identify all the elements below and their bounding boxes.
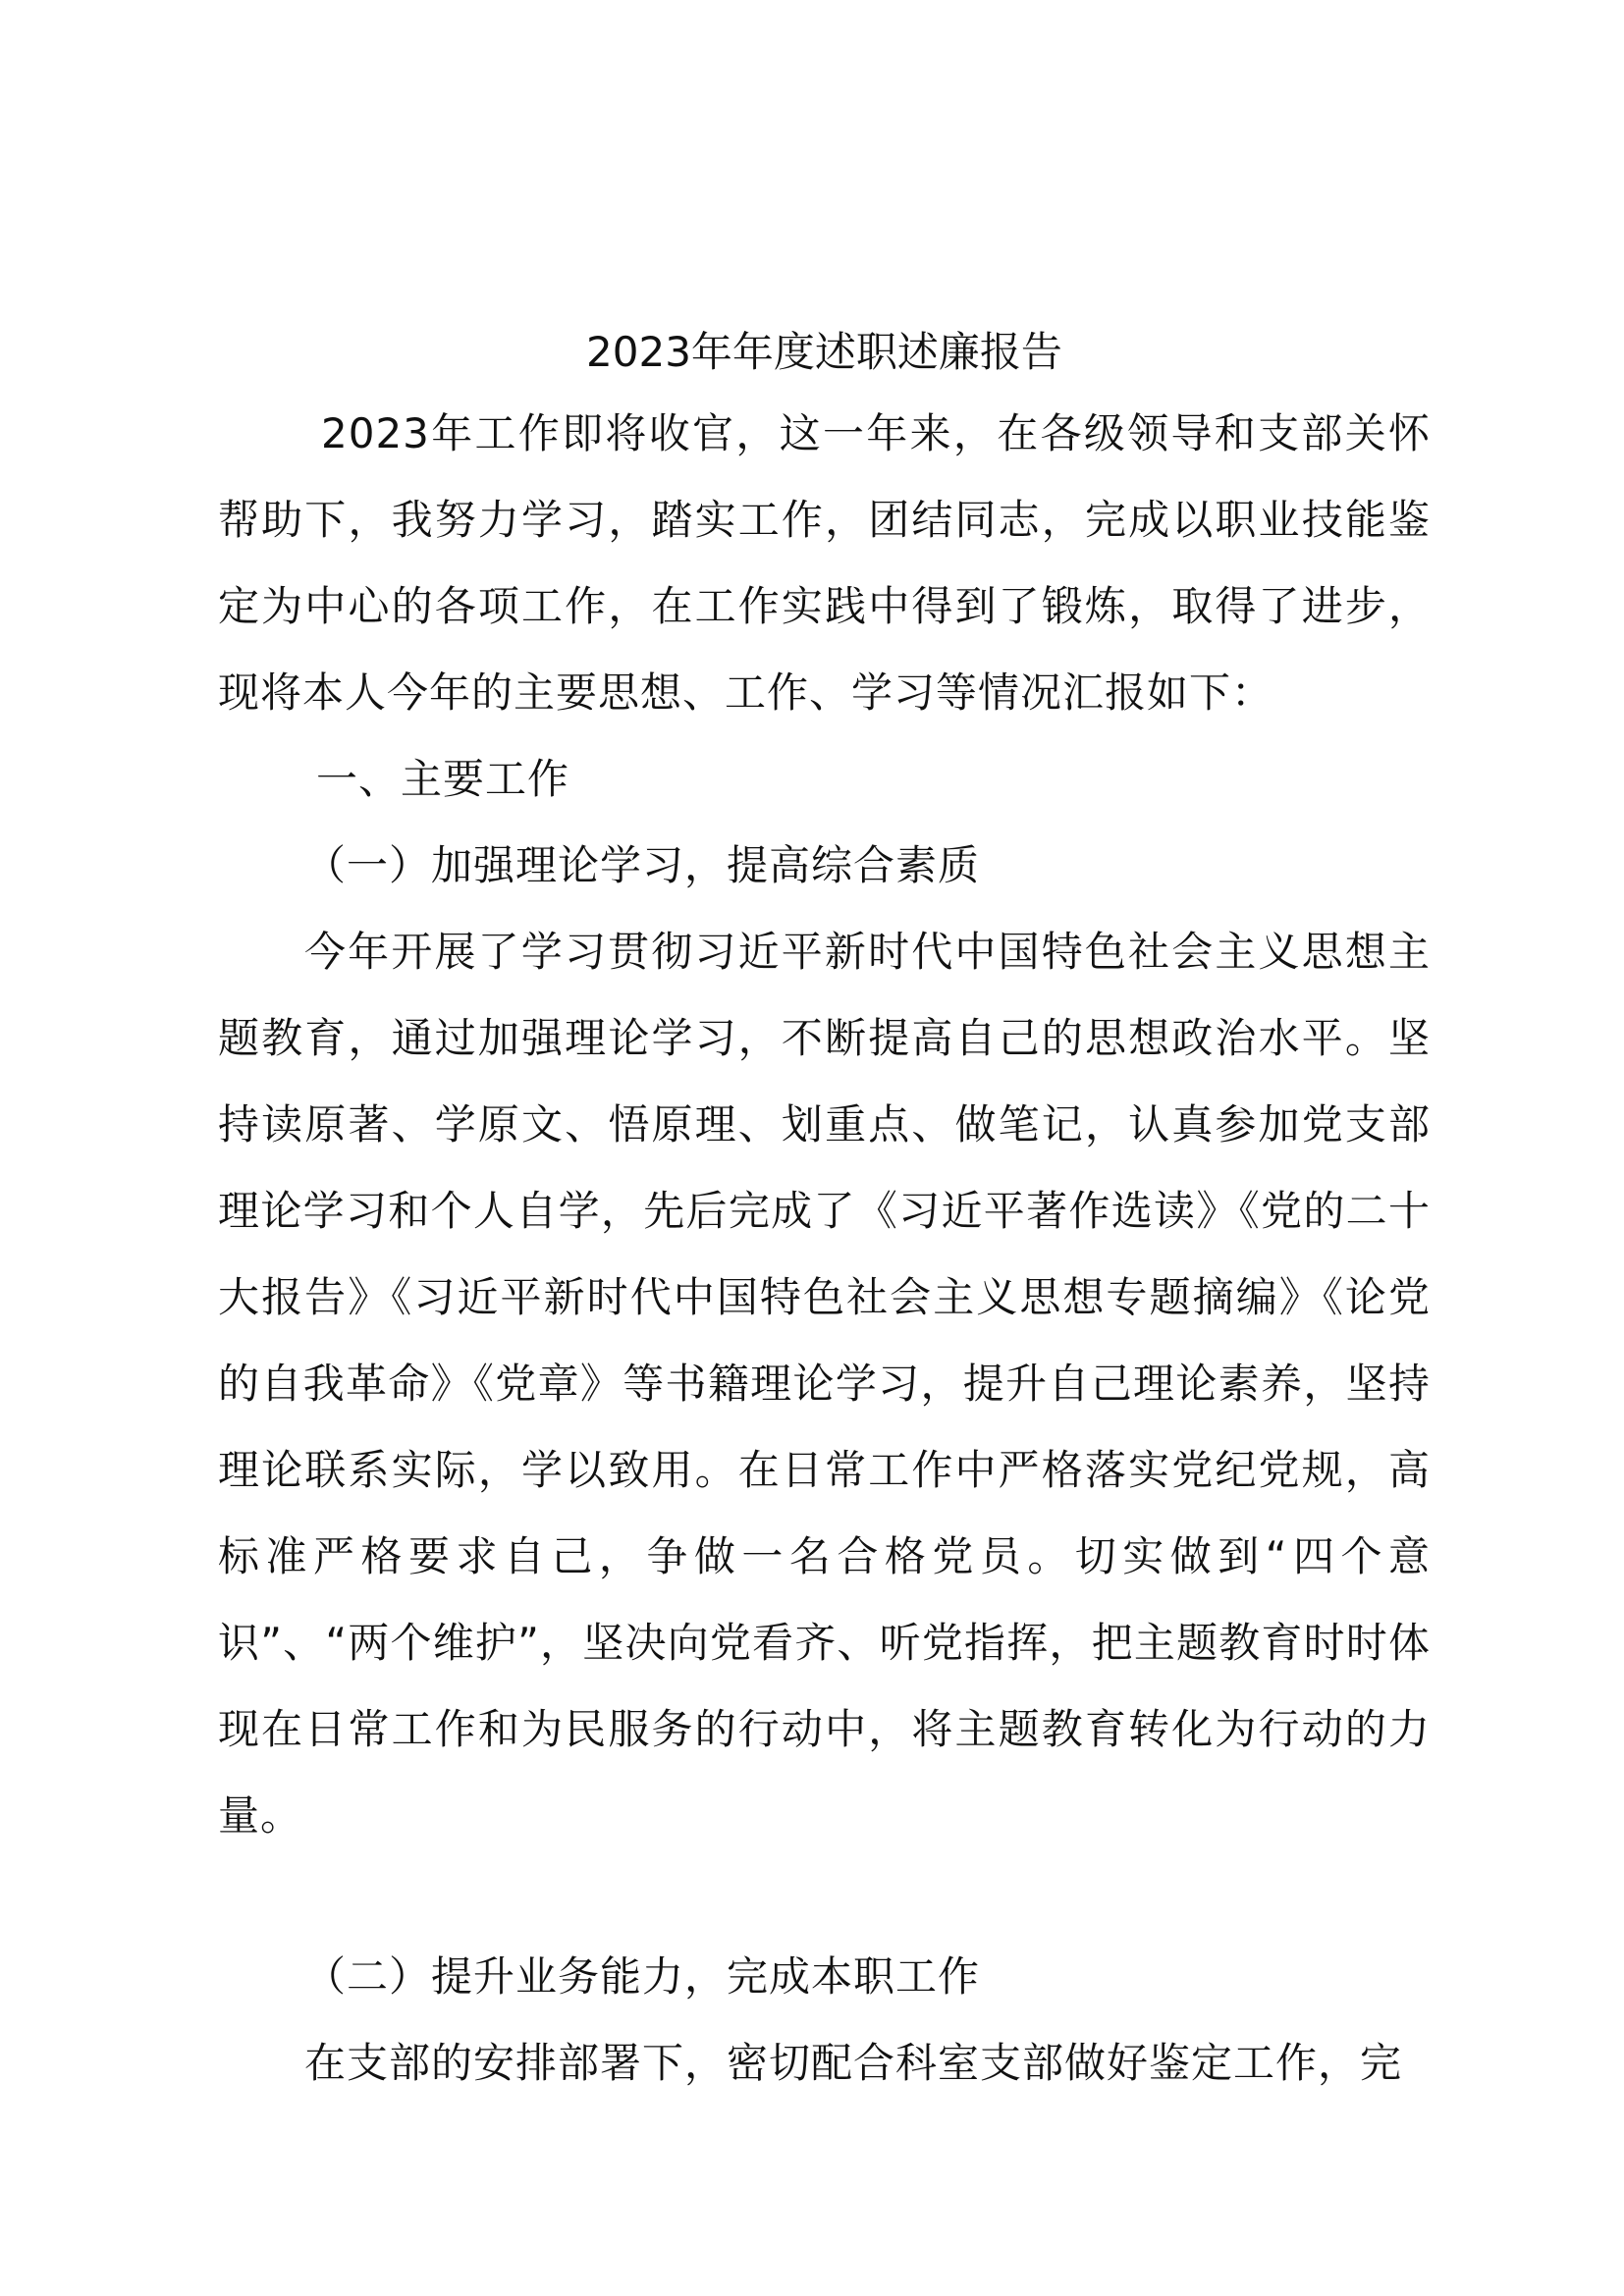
section-heading-main-work: 一、主要工作 — [316, 755, 570, 803]
subsection-heading-business-ability: （二）提升业务能力，完成本职工作 — [304, 1952, 981, 2001]
document-page — [218, 324, 1431, 2107]
document-title: 2023年年度述职述廉报告 — [586, 328, 1062, 376]
business-ability-paragraph: 在支部的安排部署下，密切配合科室支部做好鉴定工作，完 — [304, 2039, 1403, 2087]
intro-paragraph: 2023年工作即将收官，这一年来，在各级领导和支部关怀帮助下，我努力学习，踏实工作，团结同志，完成以职业技能鉴定为中心的各项工作，在工作实践中得到了锻炼，取得了进步，现将本人今年的主要思想、工作、学习等情况汇报如下： — [218, 409, 1431, 717]
subsection-heading-theory-study: （一）加强理论学习，提高综合素质 — [304, 841, 981, 889]
paragraph-spacer — [218, 1859, 1431, 1934]
theory-study-paragraph: 今年开展了学习贯彻习近平新时代中国特色社会主义思想主题教育，通过加强理论学习，不断提高自己的思想政治水平。坚持读原著、学原文、悟原理、划重点、做笔记，认真参加党支部理论学习和个人自学，先后完成了《习近平著作选读》《党的二十大报告》《习近平新时代中国特色社会主义思想专题摘编》《论党的自我革命》《党章》等书籍理论学习，提升自己理论素养，坚持理论联系实际，学以致用。在日常工作中严格落实党纪党规，高标准严格要求自己，争做一名合格党员。切实做到“四个意识”、“两个维护”，坚决向党看齐、听党指挥，把主题教育时时体现在日常工作和为民服务的行动中，将主题教育转化为行动的力量。 — [218, 928, 1431, 1840]
